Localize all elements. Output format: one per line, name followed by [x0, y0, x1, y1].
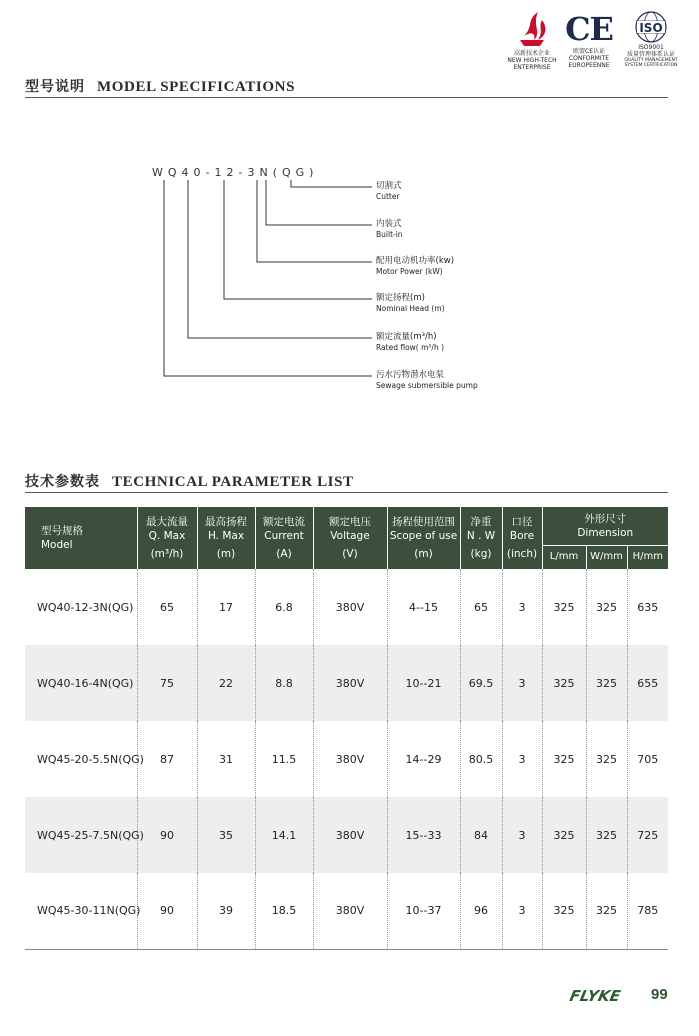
cell-dim-l: 325: [542, 645, 586, 721]
header-dimension: [542, 507, 668, 545]
model-spec-title-cn: 型号说明: [25, 79, 85, 95]
cell-weight: 65: [460, 569, 502, 645]
header-bore: [502, 507, 542, 569]
header-weight-cn: 净重: [470, 516, 492, 528]
tech-params-title-en: TECHNICAL PARAMETER LIST: [112, 474, 354, 490]
cell-bore: 3: [502, 873, 542, 949]
header-bore-en: Bore: [509, 530, 535, 542]
cell-dim-h: 655: [627, 645, 668, 721]
header-current-en: Current: [264, 530, 304, 542]
hitech-caption-en2: ENTERPRISE: [513, 64, 551, 71]
label-sewage-pump: [376, 370, 478, 391]
cell-current: 18.5: [255, 873, 313, 949]
cell-current: 14.1: [255, 797, 313, 873]
header-qmax: [137, 507, 197, 569]
header-weight: [460, 507, 502, 569]
header-hmax-unit: (m): [216, 548, 236, 560]
cell-model: WQ40-12-3N(QG): [25, 569, 137, 645]
cell-model: WQ45-20-5.5N(QG): [25, 721, 137, 797]
cell-dim-w: 325: [586, 873, 627, 949]
label-nominal-head: [376, 293, 445, 314]
table-row: [25, 873, 668, 949]
technical-parameter-table: [25, 507, 668, 950]
header-qmax-en: Q. Max: [148, 530, 186, 542]
cell-dim-w: 325: [586, 721, 627, 797]
cell-bore: 3: [502, 721, 542, 797]
header-current-cn: 额定电流: [263, 516, 305, 528]
cell-bore: 3: [502, 797, 542, 873]
iso-caption-en1: QUALITY MANAGEMENT: [624, 58, 678, 63]
cell-bore: 3: [502, 569, 542, 645]
model-code-leader-lines: [0, 0, 699, 420]
model-spec-title-en: MODEL SPECIFICATIONS: [97, 79, 296, 95]
cell-hmax: 22: [197, 645, 255, 721]
tech-params-divider: [25, 492, 668, 493]
label-built-in: [376, 219, 403, 240]
header-scope-unit: (m): [414, 548, 433, 560]
cell-voltage: 380V: [313, 797, 387, 873]
header-dimension-cn: 外形尺寸: [584, 512, 627, 525]
cell-voltage: 380V: [313, 873, 387, 949]
cell-weight: 84: [460, 797, 502, 873]
header-weight-unit: (kg): [470, 548, 492, 560]
cell-hmax: 31: [197, 721, 255, 797]
hitech-caption-cn: 高新技术企业: [513, 50, 550, 57]
header-weight-en: N . W: [466, 530, 496, 542]
label-cutter-cn: 切割式: [376, 181, 402, 191]
header-hmax: [197, 507, 255, 569]
cell-qmax: 65: [137, 569, 197, 645]
hitech-caption-en1: NEW HIGH-TECH: [507, 57, 557, 64]
tech-params-title-cn: 技术参数表: [25, 474, 100, 490]
table-row: [25, 721, 668, 797]
label-nominal-head-en: Nominal Head (m): [376, 304, 445, 313]
cell-scope: 10--21: [387, 645, 460, 721]
tech-params-heading: [25, 471, 354, 491]
iso-caption-line1: ISO9001: [638, 44, 664, 51]
cell-scope: 10--37: [387, 873, 460, 949]
cell-dim-l: 325: [542, 569, 586, 645]
cell-weight: 80.5: [460, 721, 502, 797]
brand-logo: FLYKE: [568, 987, 623, 1005]
label-cutter: [376, 181, 402, 202]
header-voltage-cn: 额定电压: [329, 516, 371, 528]
cell-voltage: 380V: [313, 721, 387, 797]
header-dim-w: W/mm: [586, 545, 627, 569]
header-model-en: Model: [41, 539, 73, 551]
header-hmax-cn: 最高扬程: [205, 516, 247, 528]
cell-hmax: 17: [197, 569, 255, 645]
cell-scope: 15--33: [387, 797, 460, 873]
label-motor-power-cn: 配用电动机功率(kw): [376, 256, 455, 266]
label-motor-power: [376, 256, 454, 277]
table-row: [25, 569, 668, 645]
label-motor-power-en: Motor Power (kW): [376, 267, 443, 276]
header-scope-en: Scope of use: [389, 530, 458, 542]
header-scope-cn: 扬程使用范围: [392, 516, 455, 528]
ce-caption-en2: EUROPEENNE: [568, 62, 610, 69]
cell-bore: 3: [502, 645, 542, 721]
label-sewage-pump-cn: 污水污物潜水电泵: [376, 370, 445, 380]
header-current: [255, 507, 313, 569]
label-rated-flow-en: Rated flow( m³/h ): [376, 343, 445, 352]
cell-hmax: 39: [197, 873, 255, 949]
cell-model: WQ45-30-11N(QG): [25, 873, 137, 949]
cell-hmax: 35: [197, 797, 255, 873]
iso-caption-en2: SYSTEM CERTIFICATION: [624, 63, 678, 68]
header-bore-cn: 口径: [511, 516, 533, 528]
label-nominal-head-cn: 额定扬程(m): [376, 293, 425, 303]
cell-dim-w: 325: [586, 645, 627, 721]
cell-dim-h: 705: [637, 752, 659, 766]
cell-scope: 4--15: [387, 569, 460, 645]
header-qmax-cn: 最大流量: [146, 516, 188, 528]
iso-caption-cn: 质量管理体系认证: [626, 51, 675, 58]
cell-qmax: 75: [137, 645, 197, 721]
cell-current: 11.5: [255, 721, 313, 797]
label-built-in-cn: 内装式: [376, 219, 402, 229]
model-code: WQ40-12-3N(QG): [152, 166, 319, 179]
table-row: [25, 645, 668, 721]
cell-weight: 69.5: [460, 645, 502, 721]
cell-dim-h: 725: [627, 797, 668, 873]
label-sewage-pump-en: Sewage submersible pump: [376, 381, 478, 390]
header-voltage-unit: (V): [342, 548, 358, 560]
header-bore-unit: (inch): [506, 548, 538, 560]
cell-weight: 96: [460, 873, 502, 949]
ce-caption-cn: 欧盟CE认证: [573, 48, 605, 55]
cell-dim-h: 785: [627, 873, 668, 949]
header-scope: [387, 507, 460, 569]
cell-dim-w: 325: [586, 569, 627, 645]
iso-mark-text: ISO: [639, 21, 663, 35]
header-hmax-en: H. Max: [207, 530, 245, 542]
header-voltage-en: Voltage: [330, 530, 370, 542]
header-voltage: [313, 507, 387, 569]
cell-qmax: 90: [137, 873, 197, 949]
label-cutter-en: Cutter: [376, 192, 400, 201]
cell-model: WQ45-25-7.5N(QG): [25, 797, 137, 873]
header-qmax-unit: (m³/h): [150, 548, 184, 560]
table-row: [25, 797, 668, 873]
cell-dim-l: 325: [542, 721, 586, 797]
header-model: [25, 507, 137, 569]
header-dim-l: L/mm: [542, 545, 586, 569]
label-built-in-en: Built-in: [376, 230, 403, 239]
ce-mark-icon: CE: [565, 10, 613, 48]
header-current-unit: (A): [276, 548, 292, 560]
cell-dim-l: 325: [542, 873, 586, 949]
page-number: 99: [651, 986, 668, 1003]
cell-current: 8.8: [255, 645, 313, 721]
header-dimension-en: Dimension: [577, 526, 634, 539]
header-dim-h: H/mm: [627, 545, 668, 569]
cell-qmax: 87: [137, 721, 197, 797]
cell-voltage: 380V: [313, 569, 387, 645]
cell-dim-l: 325: [542, 797, 586, 873]
ce-caption-en1: CONFORMITE: [568, 55, 610, 62]
label-rated-flow: [376, 332, 444, 353]
header-model-cn: 型号规格: [41, 525, 83, 537]
cell-dim-w: 325: [586, 797, 627, 873]
cell-dim-h: 635: [637, 600, 659, 614]
cell-current: 6.8: [255, 569, 313, 645]
cell-voltage: 380V: [313, 645, 387, 721]
cell-scope: 14--29: [387, 721, 460, 797]
cell-model: WQ40-16-4N(QG): [25, 645, 137, 721]
cell-qmax: 90: [137, 797, 197, 873]
label-rated-flow-cn: 额定流量(m³/h): [376, 332, 437, 342]
